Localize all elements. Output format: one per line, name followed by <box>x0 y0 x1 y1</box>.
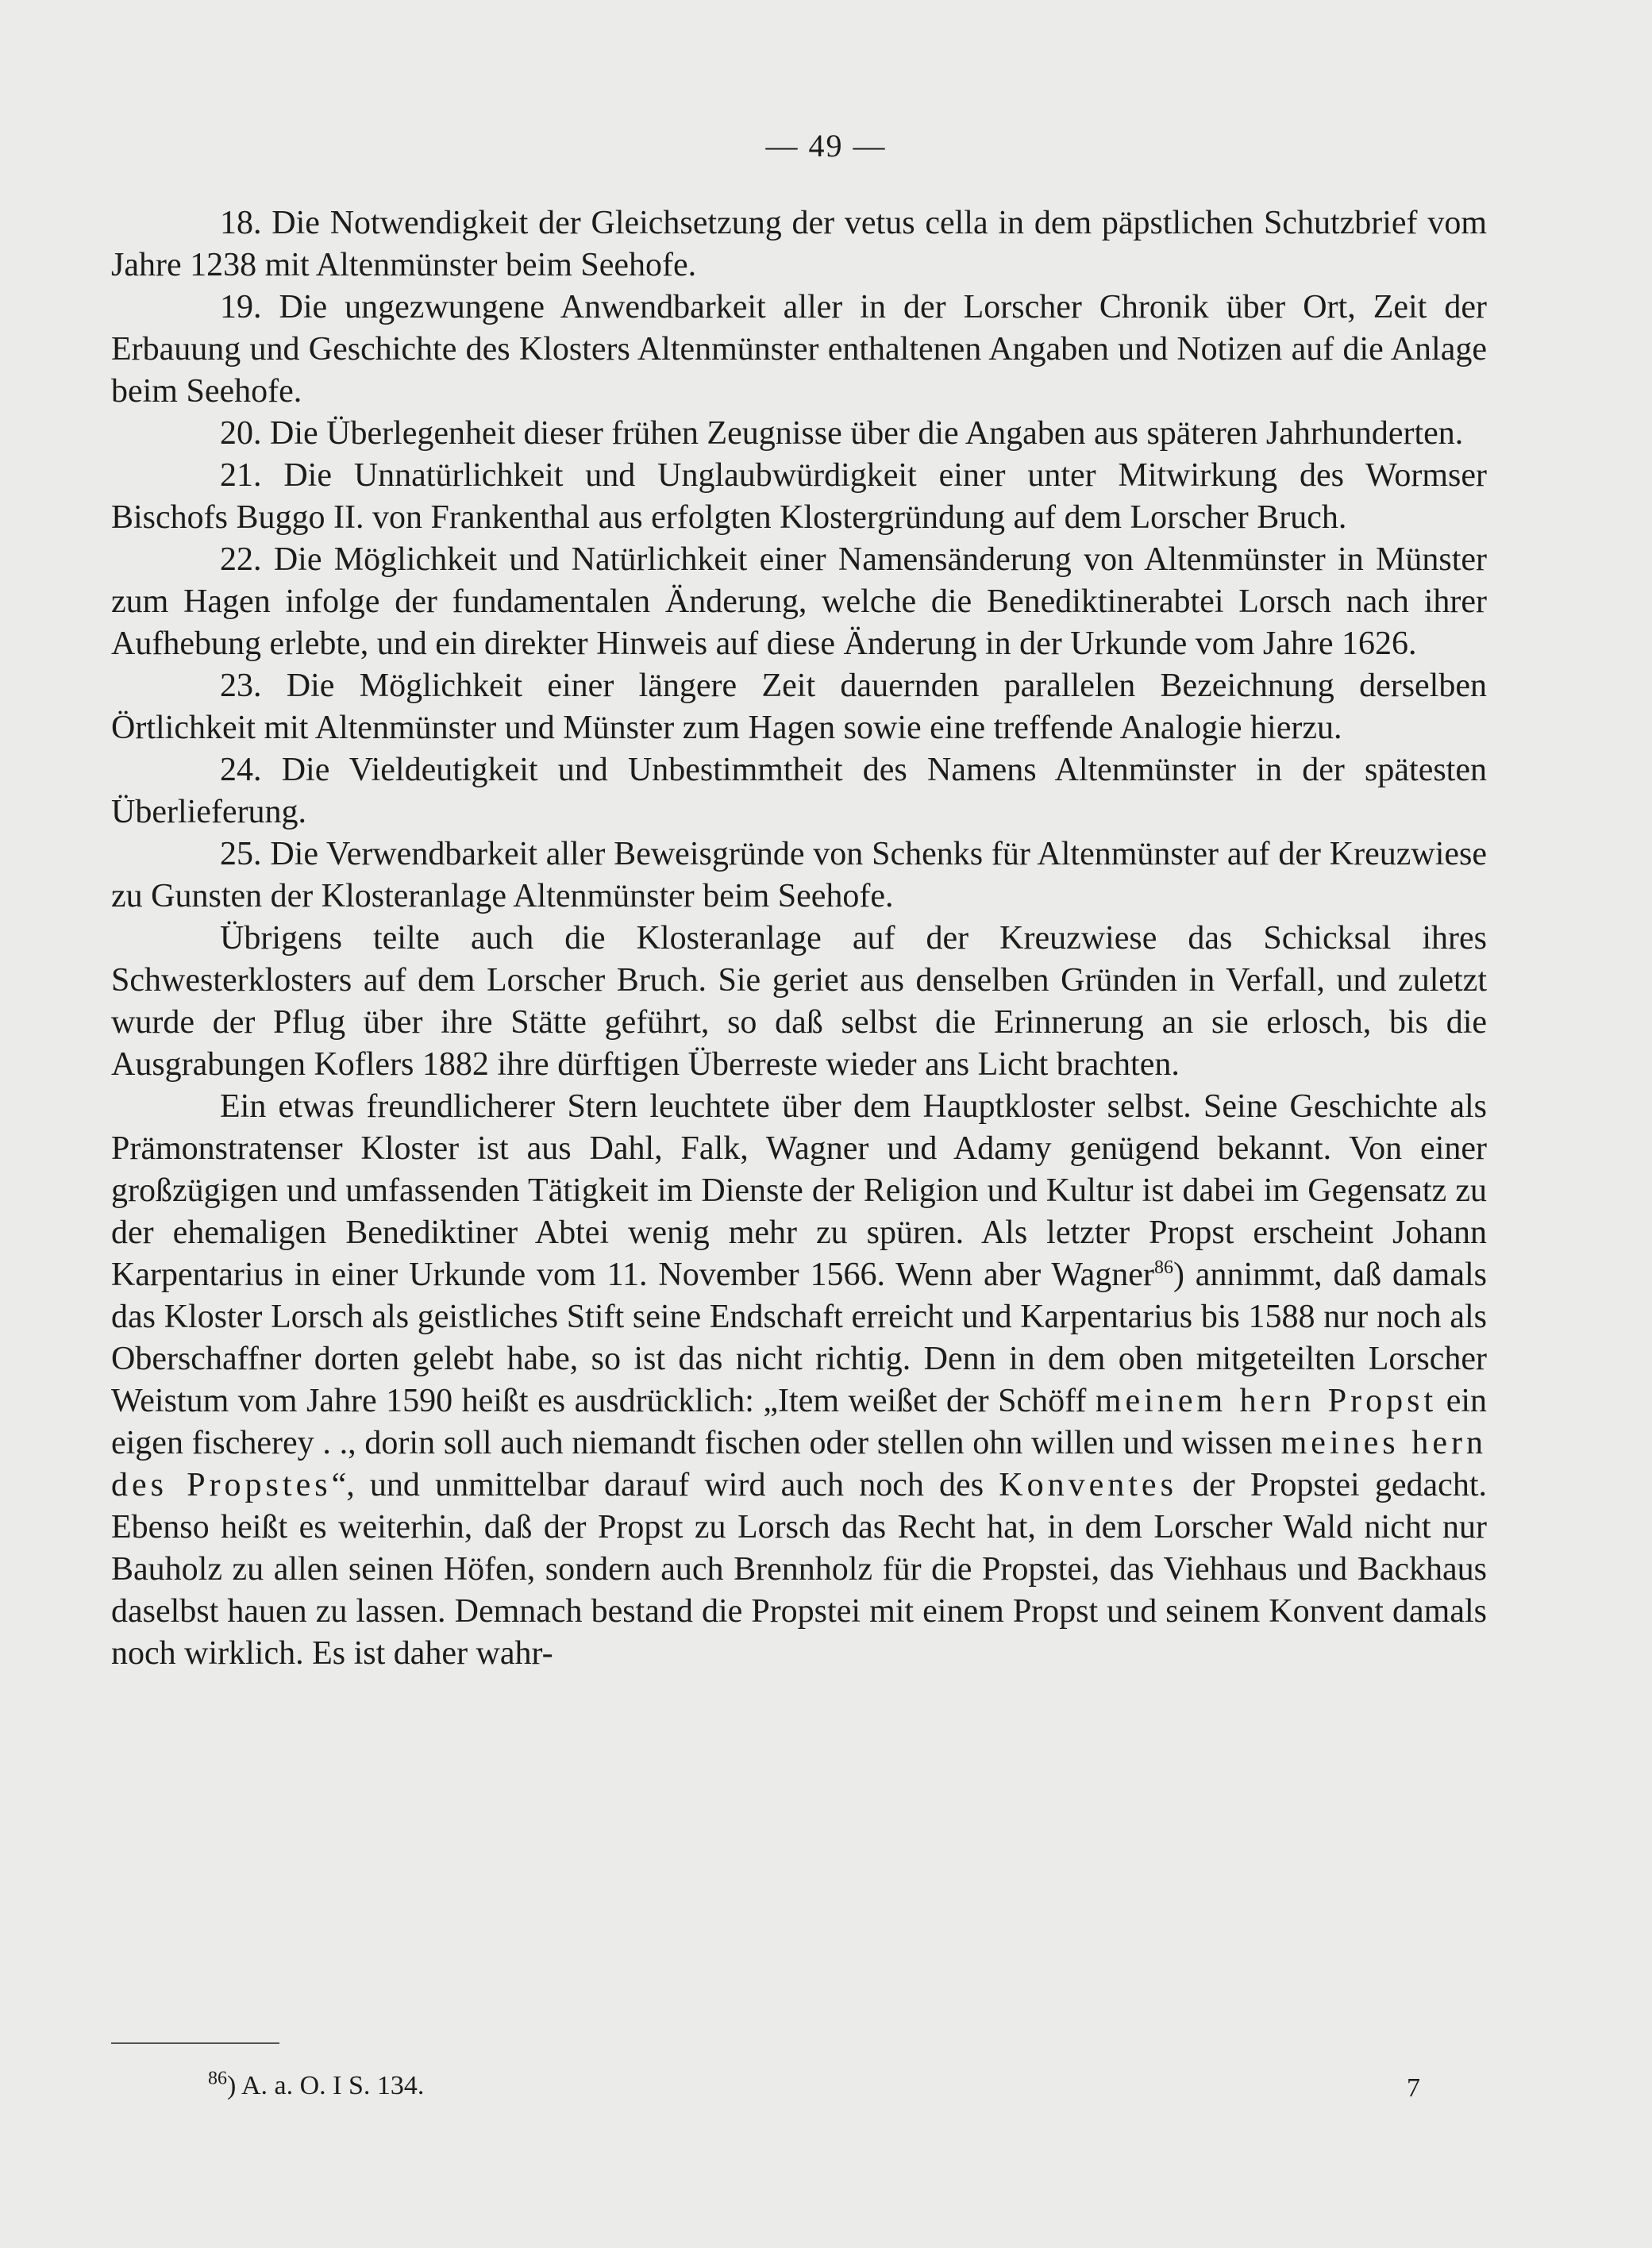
paragraph-23: 23. Die Möglichkeit einer längere Zeit dauernden parallelen Bezeichnung derselben Örtlichkeit mit Altenmünster und Münster zum Hagen sowie eine treffende Analogie hierzu. <box>111 668 1487 746</box>
footnote-marker: 86 <box>208 2068 227 2089</box>
paragraph-21: 21. Die Unnatürlichkeit und Unglaubwürdigkeit einer unter Mitwirkung des Wormser Bischofs Buggo II. von Frankenthal aus erfolgten Klostergründung auf dem Lorscher Bruch. <box>111 457 1487 536</box>
page-number: — 49 — <box>765 128 887 164</box>
text-run: ein eigen fischerey . ., dorin soll auch niemandt fischen oder stellen ohn willen und wissen <box>111 1383 1487 1461</box>
paragraph-22: 22. Die Möglichkeit und Natürlichkeit einer Namensänderung von Altenmünster in Münster zum Hagen infolge der fundamentalen Änderung, welche die Benediktinerabtei Lorsch nach ihrer Aufhebung erlebte, und ein direkter Hinweis auf diese Änderung in der Urkunde vom Jahre 1626. <box>111 541 1487 662</box>
signature-mark: 7 <box>1407 2073 1420 2103</box>
paragraph-propstei <box>111 1086 1487 1675</box>
paragraph-20: 20. Die Überlegenheit dieser frühen Zeugnisse über die Angaben aus späteren Jahrhunderten. <box>220 415 1464 452</box>
main-text <box>111 202 1487 1675</box>
paragraph-25: 25. Die Verwendbarkeit aller Beweisgründe von Schenks für Altenmünster auf der Kreuzwiese zu Gunsten der Klosteranlage Altenmünster beim Seehofe. <box>111 836 1487 914</box>
paragraph-uebrigens: Übrigens teilte auch die Klosteranlage auf der Kreuzwiese das Schicksal ihres Schwesterklosters auf dem Lorscher Bruch. Sie geriet aus denselben Gründen in Verfall, und zuletzt wurde der Pflug über ihre Stätte geführt, so daß selbst die Erinnerung an sie erlosch, bis die Ausgrabungen Koflers 1882 ihre dürftigen Überreste wieder ans Licht brachten. <box>111 920 1487 1083</box>
spaced-emphasis: Konventes <box>999 1467 1177 1503</box>
paragraph-18: 18. Die Notwendigkeit der Gleichsetzung der vetus cella in dem päpstlichen Schutzbrief vom Jahre 1238 mit Altenmünster beim Seehofe. <box>111 205 1487 283</box>
spaced-emphasis: meinem hern Propst <box>1095 1383 1438 1419</box>
paragraph-19: 19. Die ungezwungene Anwendbarkeit aller in der Lorscher Chronik über Ort, Zeit der Erbauung und Geschichte des Klosters Altenmünster enthaltenen Angaben und Notizen auf die Anlage beim Seehofe. <box>111 289 1487 410</box>
text-run: Ein etwas freundlicherer Stern leuchtete über dem Hauptkloster selbst. Seine Geschichte als Prämonstratenser Kloster ist aus Dahl, Falk, Wagner und Adamy genügend bekannt. Von einer großzügigen und umfassenden Tätigkeit im Dienste der Religion und Kultur ist dabei im Gegensatz zu der ehemaligen Benediktiner Abtei wenig mehr zu spüren. Als letzter Propst erscheint Johann Karpentarius in einer Urkunde vom 11. November 1566. Wenn aber Wagner <box>111 1088 1487 1293</box>
footnote-reference: 86 <box>1153 1257 1173 1278</box>
footnote-text: ) A. a. O. I S. 134. <box>227 2071 425 2100</box>
paragraph-24: 24. Die Vieldeutigkeit und Unbestimmtheit des Namens Altenmünster in der spätesten Überlieferung. <box>111 752 1487 830</box>
text-run: “, und unmittelbar darauf wird auch noch des <box>331 1467 999 1503</box>
text-run: ) annimmt, daß damals das Kloster Lorsch als geistliches Stift seine Endschaft erreicht und Karpentarius bis 1588 nur noch als Oberschaffner dorten gelebt habe, so ist das nicht richtig. Denn in dem oben mitgeteilten Lorscher Weistum vom Jahre 1590 heißt es ausdrücklich: „Item weißet der Schöff <box>111 1257 1488 1419</box>
spaced-emphasis: meines hern des Propstes <box>111 1425 1488 1503</box>
text-run: der Propstei gedacht. Ebenso heißt es weiterhin, daß der Propst zu Lorsch das Recht hat, in dem Lorscher Wald nicht nur Bauholz zu allen seinen Höfen, sondern auch Brennholz für die Propstei, das Viehhaus und Backhaus daselbst hauen zu lassen. Demnach bestand die Propstei mit einem Propst und seinem Konvent damals noch wirklich. Es ist daher wahr- <box>111 1467 1487 1672</box>
footnote-divider <box>111 2042 279 2044</box>
footnote <box>208 2070 424 2102</box>
